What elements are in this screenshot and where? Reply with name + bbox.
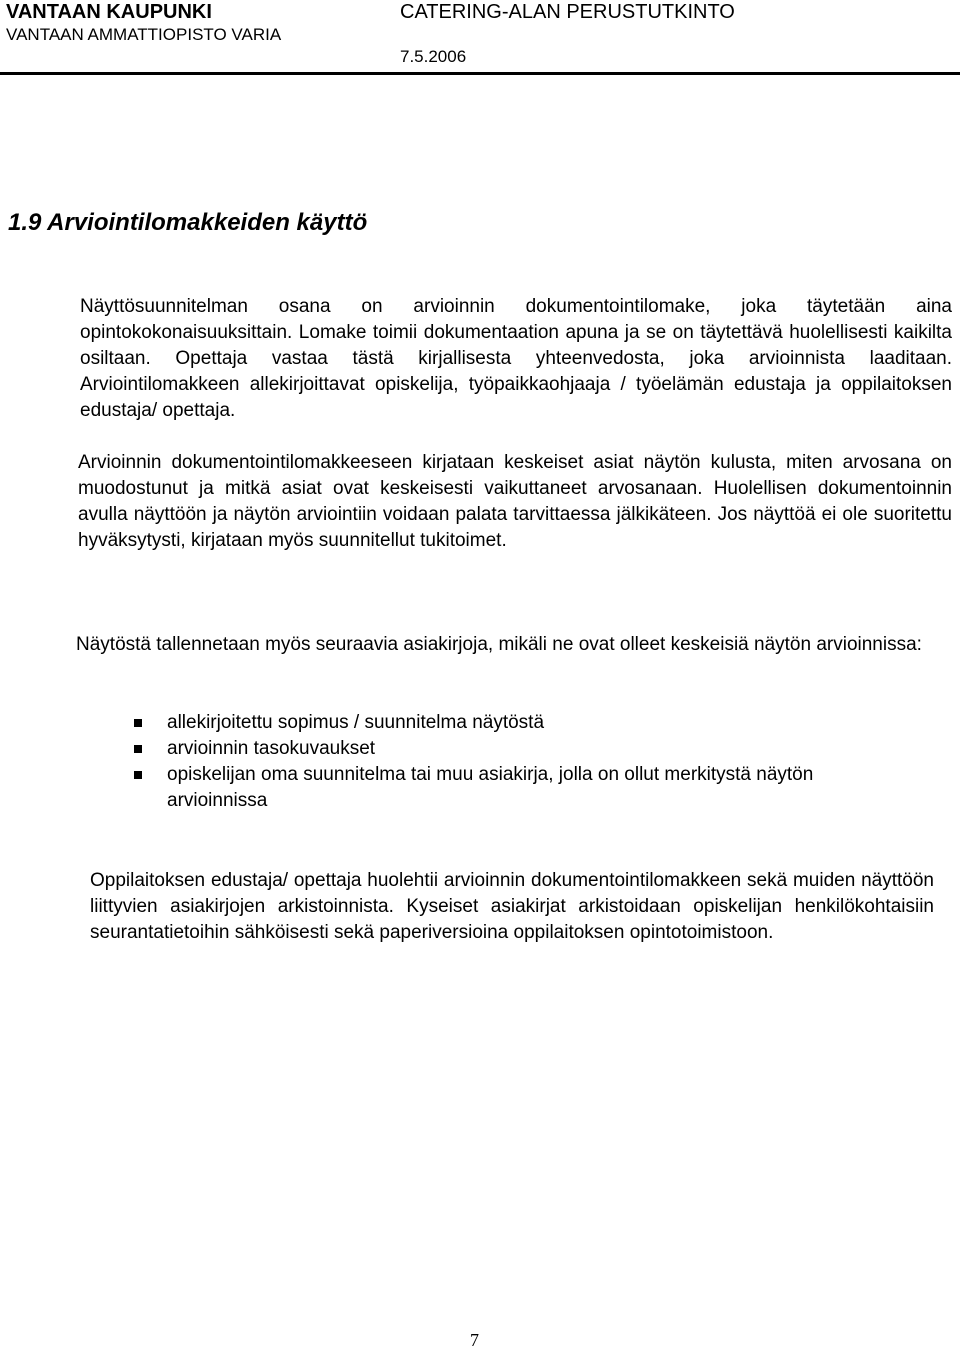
organization-unit: VANTAAN AMMATTIOPISTO VARIA bbox=[6, 25, 282, 44]
square-bullet-icon bbox=[134, 771, 142, 779]
paragraph-assessment-form: Näyttösuunnitelman osana on arvioinnin dokumentointilomake, joka täytetään aina opintokokonaisuuksittain. Lomake toimii dokumentaation apuna ja se on täytettävä huolellisesti kaikilta osiltaan. Opettaja vastaa tästä kirjallisesta yhteenvedosta, joka arvioinnista laaditaan. Arviointilomakkeen allekirjoittavat opiskelija, työpaikkaohjaaja / työelämän edustaja ja oppilaitoksen edustaja/ opettaja. bbox=[80, 296, 952, 421]
header-divider bbox=[0, 72, 960, 75]
section-title: 1.9 Arviointilomakkeiden käyttö bbox=[8, 209, 368, 236]
list-item bbox=[132, 762, 892, 814]
paragraph-archiving: Oppilaitoksen edustaja/ opettaja huolehtii arvioinnin dokumentointilomakkeen sekä muiden näyttöön liittyvien asiakirjojen arkistoinnista. Kyseiset asiakirjat arkistoidaan opiskelijan henkilökohtaisiin seurantatietoihin sähköisesti sekä paperiversioina oppilaitoksen opintotoimistoon. bbox=[90, 870, 934, 943]
square-bullet-icon bbox=[134, 719, 142, 727]
document-list bbox=[132, 710, 892, 814]
square-bullet-icon bbox=[134, 745, 142, 753]
list-item-text: arvioinnin tasokuvaukset bbox=[167, 738, 376, 759]
degree-title: CATERING-ALAN PERUSTUTKINTO bbox=[400, 1, 735, 23]
list-item-text: opiskelijan oma suunnitelma tai muu asiakirja, jolla on ollut merkitystä näytön arvioinnissa bbox=[167, 764, 814, 811]
paragraph-documentation: Arvioinnin dokumentointilomakkeeseen kirjataan keskeiset asiat näytön kulusta, miten arvosana on muodostunut ja mitkä asiat ovat keskeisesti vaikuttaneet arvosanaan. Huolellisen dokumentoinnin avulla näyttöön ja näytön arviointiin voidaan palata tarvittaessa jälkikäteen. Jos näyttöä ei ole suoritettu hyväksytysti, kirjataan myös suunnitellut tukitoimet. bbox=[78, 452, 952, 551]
list-item-text: allekirjoitettu sopimus / suunnitelma näytöstä bbox=[167, 712, 545, 733]
document-date: 7.5.2006 bbox=[400, 47, 467, 66]
organization-name: VANTAAN KAUPUNKI bbox=[6, 1, 212, 23]
page-number: 7 bbox=[470, 1330, 479, 1350]
paragraph-stored-documents: Näytöstä tallennetaan myös seuraavia asiakirjoja, mikäli ne ovat olleet keskeisiä näytön arvioinnissa: bbox=[76, 634, 922, 655]
list-item bbox=[132, 736, 892, 762]
list-item bbox=[132, 710, 892, 736]
